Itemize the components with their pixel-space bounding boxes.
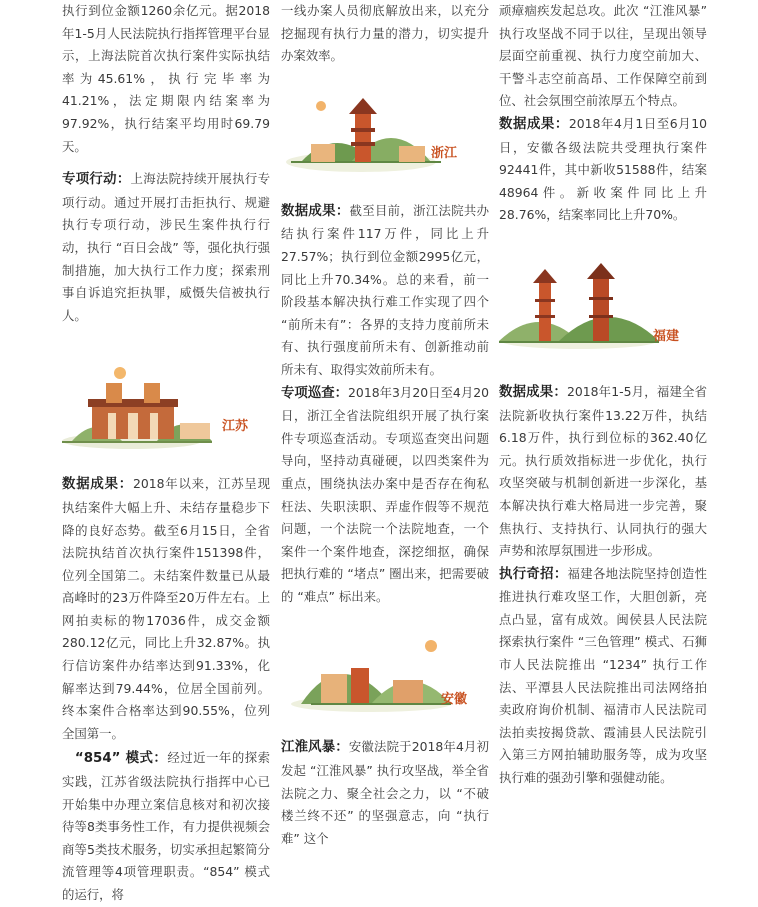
xuncha-paragraph bbox=[281, 382, 489, 609]
zhejiang-data-paragraph bbox=[281, 200, 489, 382]
xuncha-body: 2018年3月20日至4月20日，浙江全省法院组织开展了执行案件专项巡查活动。专项巡查突出问题导向，坚持动真碰硬，以四类案件为重点，围绕执法办案中是否存在徇私枉法、失职渎职、弄虚作假等不规范问题，一个法院一个法院地查，一个案件一个案件地查，深挖细抠，确保把执行难的 “堵点” 圈出来，把需要破的 “难点” 标出来。 bbox=[281, 384, 489, 604]
m854-paragraph bbox=[62, 747, 270, 906]
anhui-continued: 顽瘴痼疾发起总攻。此次 “江淮风暴” 执行攻坚战不同于以往，呈现出领导层面空前重视、执行力度空前加大、干警斗志空前高昂、工作保障空前到位、社会氛围空前浓厚五个特点。 bbox=[499, 3, 707, 109]
qizhao-paragraph bbox=[499, 563, 707, 790]
column-1 bbox=[62, 0, 270, 907]
zhuanxiang-paragraph bbox=[62, 168, 270, 327]
province-jiangsu: 江苏 bbox=[222, 419, 249, 435]
fujian-data-heading: 数据成果： bbox=[499, 384, 567, 400]
jiangsu-continued: 一线办案人员彻底解放出来，以充分挖掘现有执行力量的潜力，切实提升办案效率。 bbox=[281, 3, 489, 64]
jianghuai-paragraph bbox=[281, 736, 489, 850]
qizhao-body: 福建各地法院坚持创造性推进执行难攻坚工作，大胆创新，亮点凸显，富有成效。闽侯县人民法院探索执行案件 “三色管理” 模式、石狮市人民法院推出 “1234” 执行工作法、平潭县人民法院推出司法网络拍卖政府询价机制、福清市人民法院司法拍卖按揭贷款、霞浦县人民法院引入第三方网拍辅助服务等，成为攻坚执行难的强劲引擎和强健动能。 bbox=[499, 565, 708, 786]
jiangsu-data-paragraph bbox=[62, 473, 270, 745]
zhuanxiang-body: 上海法院持续开展执行专项行动。通过开展打击拒执行、规避执行专项行动，涉民生案件执行行动，执行 “百日会战” 等，强化执行强制措施，加大执行工作力度；探索刑事自诉追究拒执罪，威慑失信被执行人。 bbox=[62, 171, 271, 323]
anhui-data-heading: 数据成果： bbox=[499, 116, 569, 132]
jiangsu-illustration-icon bbox=[62, 353, 270, 453]
province-zhejiang: 浙江 bbox=[431, 145, 458, 161]
xuncha-heading: 专项巡查： bbox=[281, 385, 349, 401]
shanghai-intro: 执行到位金额1260余亿元。据2018年1-5月人民法院执行指挥管理平台显示，上海法院首次执行案件实际执结率为45.61%，执行完毕率为41.21%，法定期限内结案率为97.92%，执行结案平均用时69.79天。 bbox=[62, 3, 270, 154]
qizhao-heading: 执行奇招： bbox=[499, 566, 568, 582]
zhejiang-data-body: 截至目前，浙江法院共办结执行案件117万件，同比上升27.57%；执行到位金额2995亿元，同比上升70.34%。总的来看，前一阶段基本解决执行难工作实现了四个 “前所未有”：各界的支持力度前所未有、执行强度前所未有、创新推动前所未有、取得实效前所未有。 bbox=[281, 202, 490, 377]
fujian-data-body: 2018年1-5月，福建全省法院新收执行案件13.22万件，执结6.18万件，执行到位标的362.40亿元。执行质效指标进一步优化，执行攻坚突破与机制创新进一步深化，基本解决执行难大格局进一步完善，聚焦执行、支持执行、认同执行的强大声势和浓厚氛围进一步形成。 bbox=[499, 383, 708, 559]
m854-heading: “854” 模式： bbox=[74, 751, 168, 767]
jianghuai-heading: 江淮风暴： bbox=[281, 740, 349, 756]
column-3 bbox=[499, 0, 707, 790]
anhui-data-body: 2018年4月1日至6月10日，安徽各级法院共受理执行案件92441件，其中新收51588件，结案48964件。新收案件同比上升28.76%，结案率同比上升70%。 bbox=[499, 115, 708, 223]
zhuanxiang-heading: 专项行动： bbox=[62, 172, 131, 188]
fujian-data-paragraph bbox=[499, 381, 707, 563]
zhejiang-illustration bbox=[281, 84, 489, 188]
zhejiang-illustration-icon bbox=[281, 84, 489, 174]
m854-body: 经过近一年的探索实践，江苏省级法院执行指挥中心已开始集中办理立案信息核对和初次接待等8类事务性工作，有力提供视频会商等5类技术服务，切实承担起繁简分流管理等4项管理职责。“854” 模式的运行，将 bbox=[62, 750, 271, 902]
fujian-illustration bbox=[499, 253, 707, 369]
anhui-illustration bbox=[281, 624, 489, 724]
jiangsu-data-body: 2018年以来，江苏呈现执结案件大幅上升、未结存量稳步下降的良好态势。截至6月15日，全省法院执结首次执行案件151398件，位列全国第二。未结案件数量已从最高峰时的23万件降至20万件左右。上网拍卖标的物17036件，成交金额280.12亿元，同比上升32.87%。执行信访案件办结率达到91.33%，化解率达到79.44%，位居全国前列。终本案件合格率达到90.55%，位列全国第一。 bbox=[62, 476, 270, 741]
column-2 bbox=[281, 0, 489, 850]
zhejiang-data-heading: 数据成果： bbox=[281, 203, 350, 219]
jiangsu-data-heading: 数据成果： bbox=[62, 477, 133, 493]
anhui-data-paragraph bbox=[499, 113, 707, 227]
jianghuai-body: 安徽法院于2018年4月初发起 “江淮风暴” 执行攻坚战，举全省法院之力、聚全社会之力，以 “不破楼兰终不还” 的坚强意志，向 “执行难” 这个 bbox=[281, 739, 490, 846]
province-fujian: 福建 bbox=[653, 328, 680, 344]
province-anhui: 安徽 bbox=[441, 692, 468, 708]
jiangsu-illustration bbox=[62, 353, 270, 461]
